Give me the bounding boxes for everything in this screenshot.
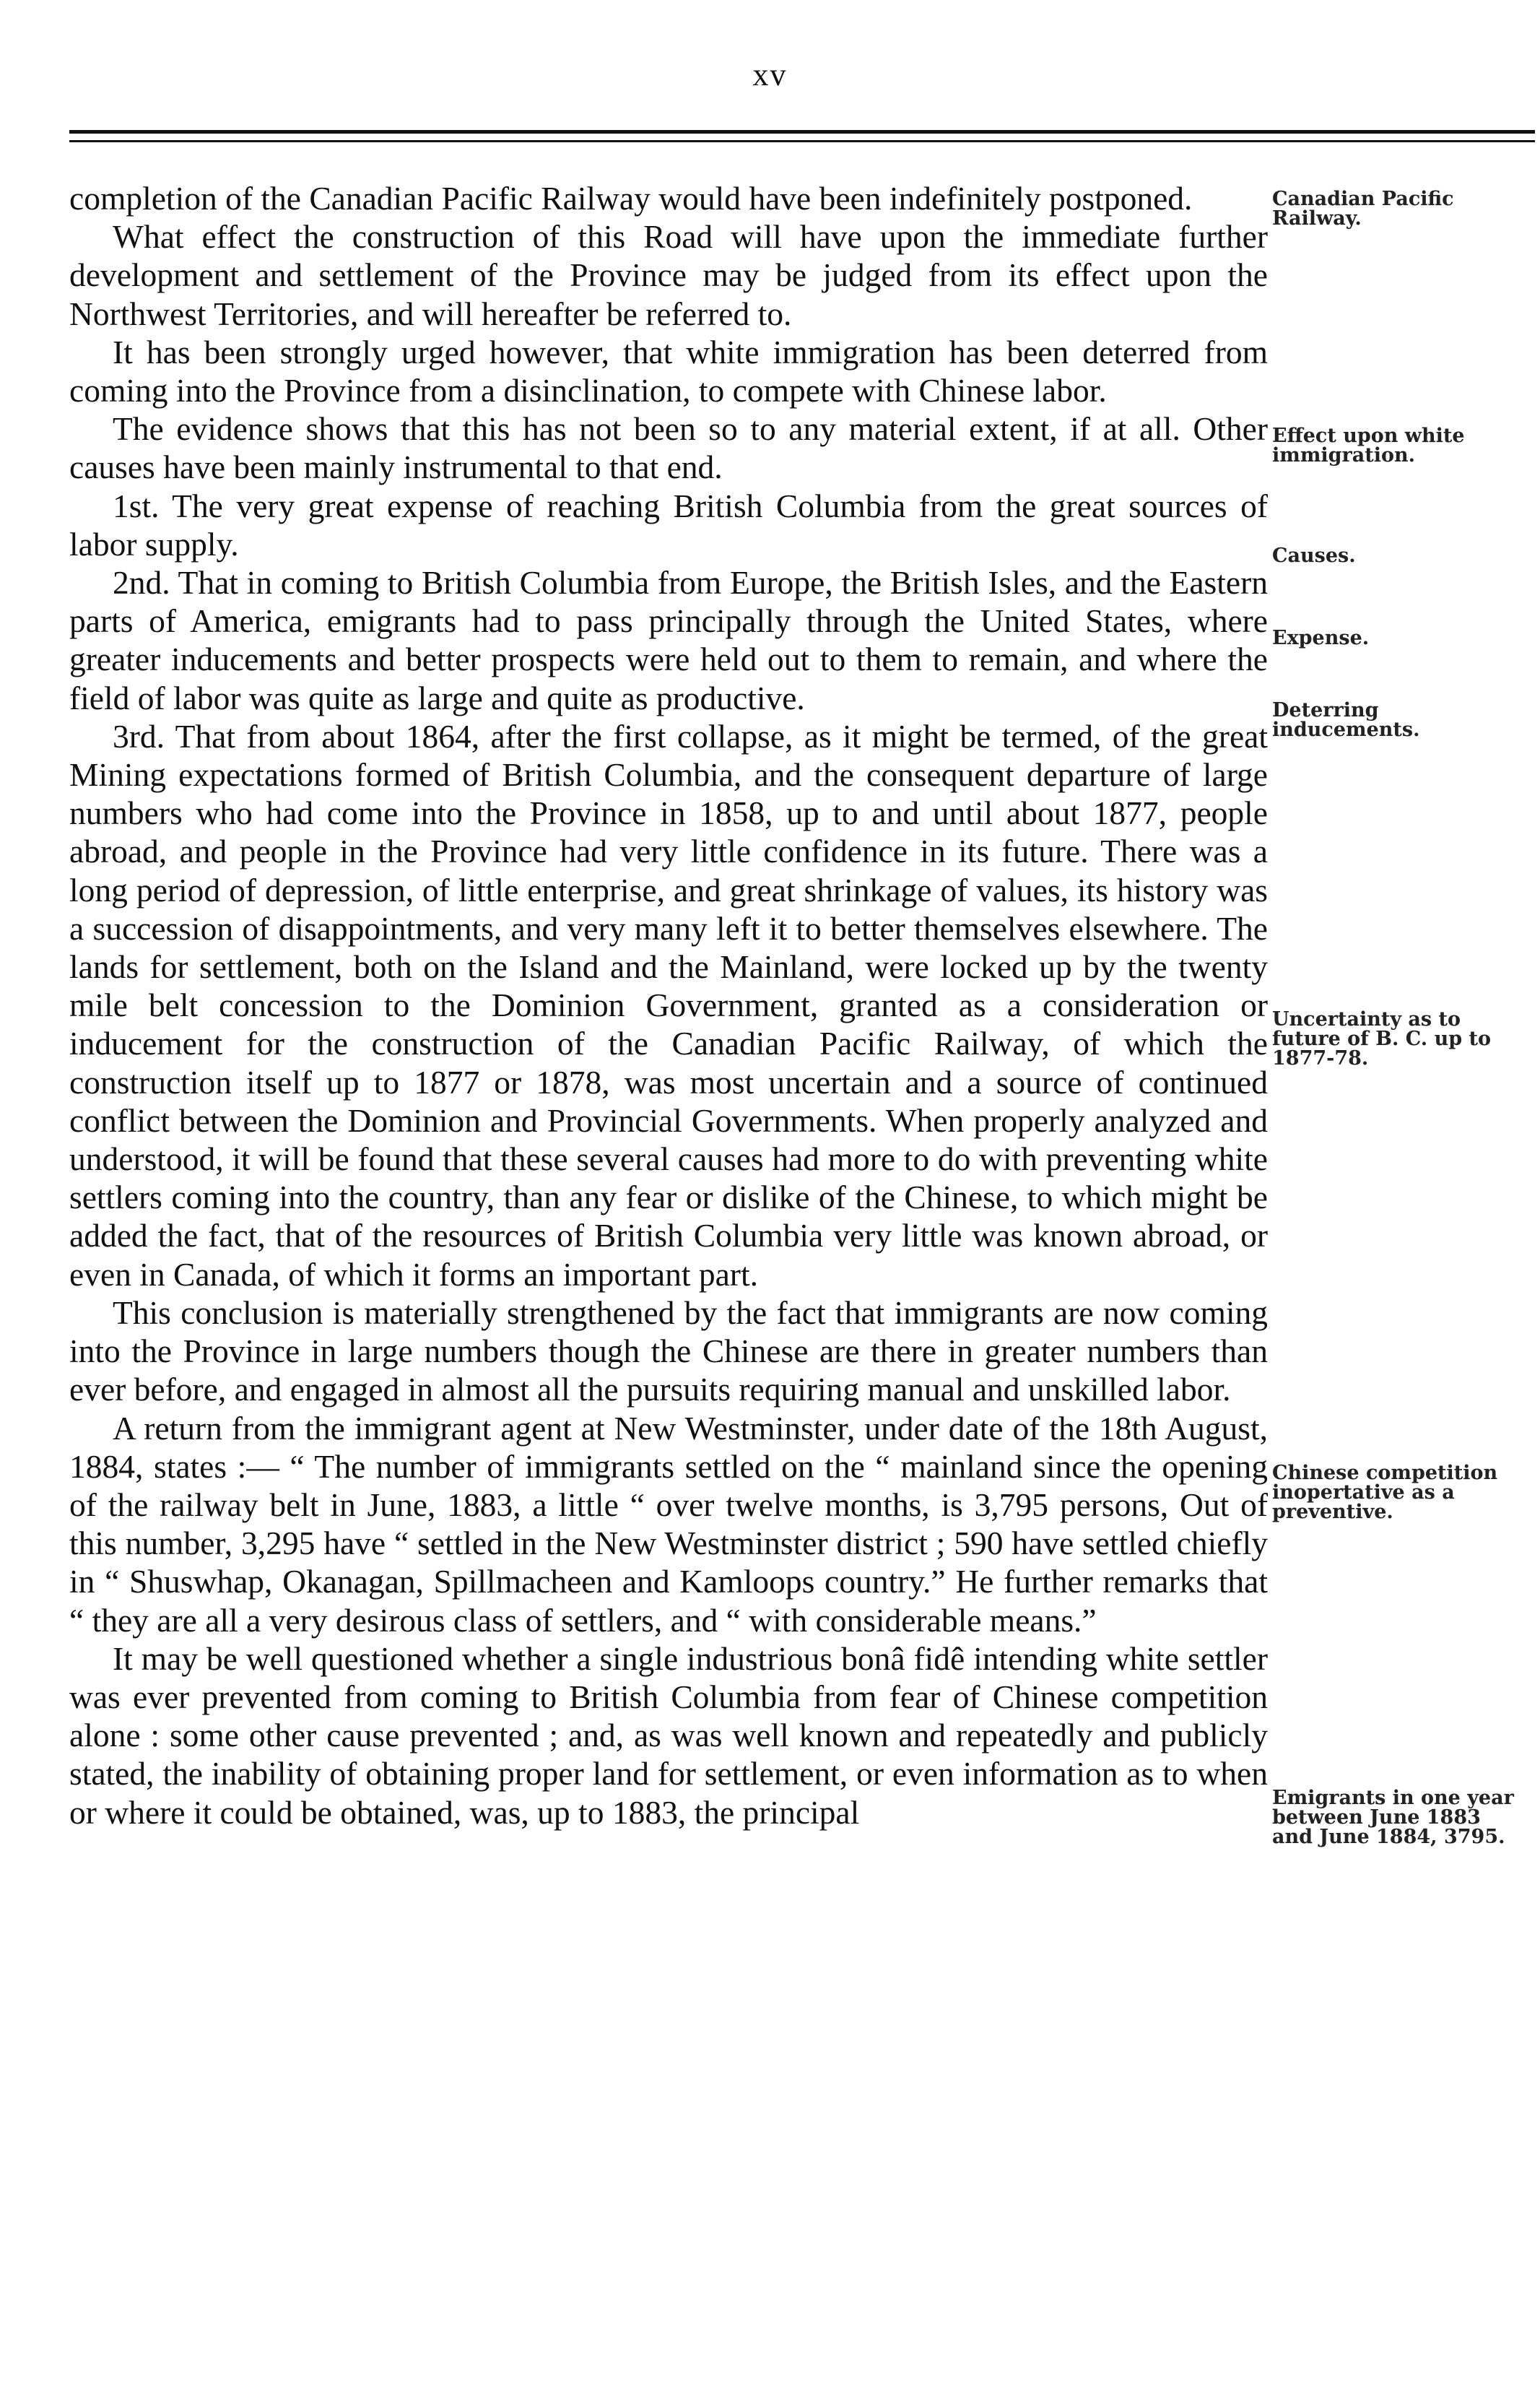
sidenote-emigrants: Emigrants in one year between June 1883 and June 1884, 3795. xyxy=(1272,1787,1514,1848)
sidenote-causes: Causes. xyxy=(1272,545,1356,567)
paragraph: The evidence shows that this has not been so to any material extent, if at all. Other causes have been mainly instrumental to that end. xyxy=(69,410,1268,486)
body-text xyxy=(69,179,1268,1832)
header-rule-thin xyxy=(69,140,1535,142)
paragraph: A return from the immigrant agent at New Westminster, under date of the 18th August, 1884, states :— “ The number of immigrants settled on the “ mainland since the opening of the railway belt in June, 1883, a little “ over twelve months, is 3,795 persons, Out of this number, 3,295 have “ settled in the New Westminster district ; 590 have settled chiefly in “ Shuswhap, Okanagan, Spillmacheen and Kamloops country.” He further remarks that “ they are all a very desirous class of settlers, and “ with considerable means.” xyxy=(69,1409,1268,1639)
paragraph: completion of the Canadian Pacific Railway would have been indefinitely postponed. xyxy=(69,180,1193,217)
sidenote-canadian-pacific: Canadian Pacific Railway. xyxy=(1272,188,1454,230)
paragraph: 3rd. That from about 1864, after the first collapse, as it might be termed, of the great Mining expectations formed of British Columbia, and the consequent departure of large numbers who had come into the Province in 1858, up to and until about 1877, people abroad, and people in the Province had very little confidence in its future. There was a long period of depression, of little enterprise, and great shrinkage of values, its history was a succession of disappointments, and very many left it to better themselves elsewhere. The lands for settlement, both on the Island and the Mainland, were locked up by the twenty mile belt concession to the Dominion Government, granted as a consideration or inducement for the construction of the Canadian Pacific Railway, of which the construction itself up to 1877 or 1878, was most uncertain and a source of continued conflict between the Dominion and Provincial Governments. When properly analyzed and understood, it will be found that these several causes had more to do with preventing white settlers coming into the country, than any fear or dislike of the Chinese, to which might be added the fact, that of the resources of British Columbia very little was known abroad, or even in Canada, of which it forms an important part. xyxy=(69,717,1268,1293)
paragraph: What effect the construction of this Road will have upon the immediate further development and settlement of the Province may be judged from its effect upon the Northwest Territories, and will hereafter be referred to. xyxy=(69,218,1268,332)
sidenote-uncertainty: Uncertainty as to future of B. C. up to 1877-78. xyxy=(1272,1008,1491,1070)
paragraph: It has been strongly urged however, that white immigration has been deterred from coming into the Province from a disinclination, to compete with Chinese labor. xyxy=(69,333,1268,409)
page-number: xv xyxy=(752,57,788,92)
sidenote-chinese-competition: Chinese competition inopertative as a preventive. xyxy=(1272,1462,1498,1523)
paragraph: This conclusion is materially strengthened by the fact that immigrants are now coming into the Province in large numbers though the Chinese are there in greater numbers than ever before, and engaged in almost all the pursuits requiring manual and unskilled labor. xyxy=(69,1293,1268,1408)
sidenote-deterring: Deterring inducements. xyxy=(1272,699,1420,741)
sidenote-effect-immigration: Effect upon white immigration. xyxy=(1272,425,1465,467)
header-rule xyxy=(69,130,1535,134)
paragraph: 2nd. That in coming to British Columbia from Europe, the British Isles, and the Eastern parts of America, emigrants had to pass principally through the United States, where greater inducements and better prospects were held out to them to remain, and where the field of labor was quite as large and quite as productive. xyxy=(69,564,1268,716)
paragraph: It may be well questioned whether a single industrious bonâ fidê intending white settler was ever prevented from coming to British Columbia from fear of Chinese competition alone : some other cause prevented ; and, as was well known and repeatedly and publicly stated, the inability of obtaining proper land for settlement, or even information as to when or where it could be obtained, was, up to 1883, the principal xyxy=(69,1639,1268,1831)
sidenote-expense: Expense. xyxy=(1272,627,1370,649)
paragraph: 1st. The very great expense of reaching British Columbia from the great sources of labor supply. xyxy=(69,487,1268,563)
